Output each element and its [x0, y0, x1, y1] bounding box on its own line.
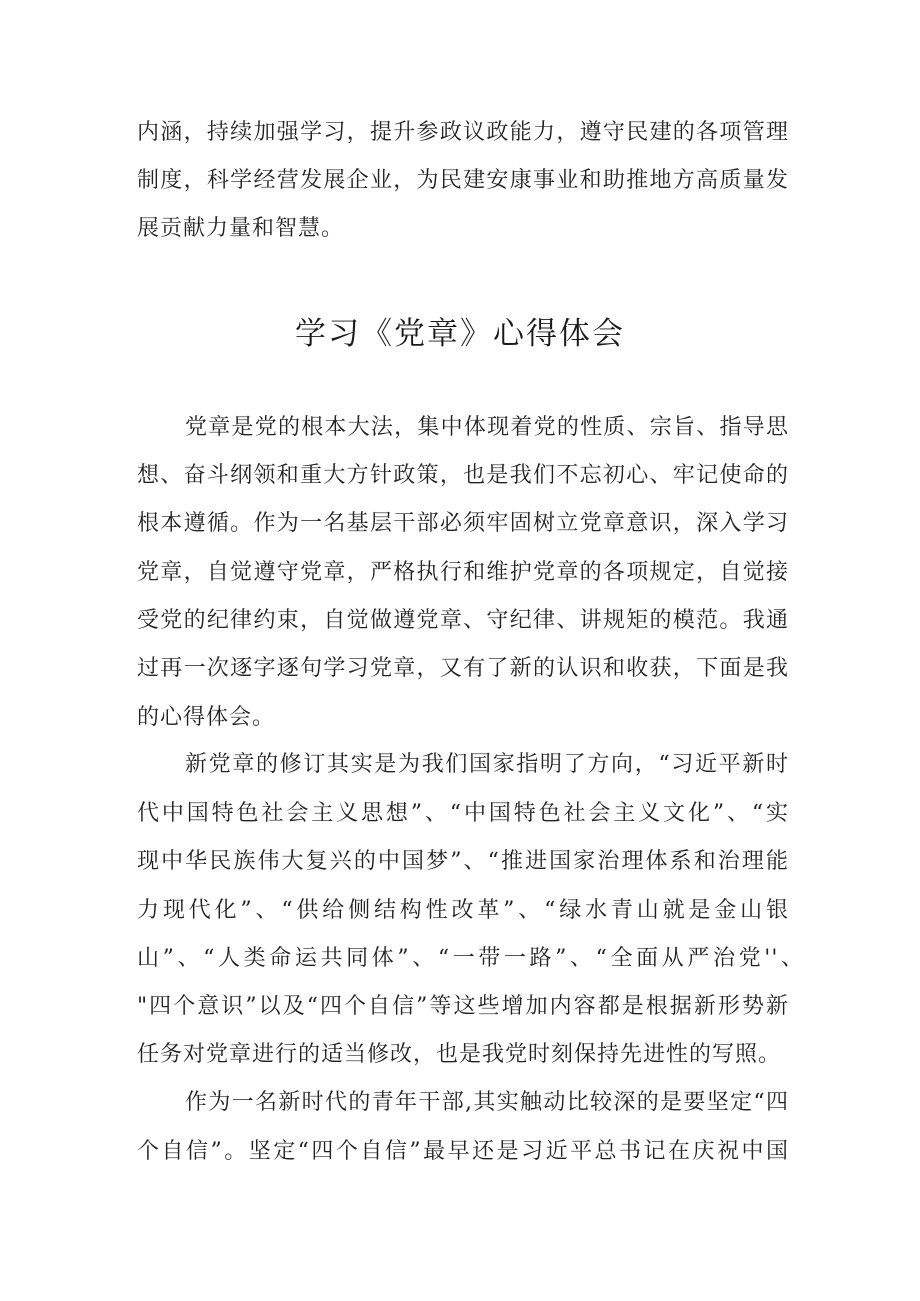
document-title: 学习《党章》心得体会: [295, 316, 625, 352]
paragraph-1-line-1: 党章是党的根本大法，集中体现着党的性质、宗旨、指导思: [185, 415, 789, 440]
paragraph-1-line-3: 根本遵循。作为一名基层干部必须牢固树立党章意识，深入学习: [137, 511, 789, 536]
paragraph-3-line-1: 作为一名新时代的青年干部,其实触动比较深的是要坚定“四: [185, 1090, 789, 1115]
paragraph-2-line-4: 力现代化”、“供给侧结构性改革”、“绿水青山就是金山银: [137, 898, 789, 923]
paragraph-2-line-6: "四个意识”以及“四个自信”等这些增加内容都是根据新形势新: [137, 994, 789, 1019]
paragraph-2-line-2: 代中国特色社会主义思想”、“中国特色社会主义文化”、“实: [137, 801, 789, 826]
paragraph-1-line-7: 的心得体会。: [137, 705, 276, 730]
paragraph-1-line-5: 受党的纪律约束，自觉做遵党章、守纪律、讲规矩的模范。我通: [137, 608, 789, 633]
paragraph-3-line-2: 个自信”。坚定“四个自信”最早还是习近平总书记在庆祝中国: [137, 1139, 789, 1164]
paragraph-1-line-2: 想、奋斗纲领和重大方针政策，也是我们不忘初心、牢记使命的: [137, 463, 789, 488]
paragraph-1-line-6: 过再一次逐字逐句学习党章，又有了新的认识和收获，下面是我: [137, 656, 789, 681]
paragraph-2-line-7: 任务对党章进行的适当修改，也是我党时刻保持先进性的写照。: [137, 1042, 782, 1067]
intro-line-1: 内涵，持续加强学习，提升参政议政能力，遵守民建的各项管理: [137, 120, 789, 145]
intro-line-3: 展贡献力量和智慧。: [137, 216, 345, 241]
paragraph-2-line-3: 现中华民族伟大复兴的中国梦”、“推进国家治理体系和治理能: [137, 849, 789, 874]
intro-line-2: 制度，科学经营发展企业，为民建安康事业和助推地方高质量发: [137, 168, 789, 193]
paragraph-1-line-4: 党章，自觉遵守党章，严格执行和维护党章的各项规定，自觉接: [137, 560, 789, 585]
paragraph-2-line-1: 新党章的修订其实是为我们国家指明了方向，“习近平新时: [185, 752, 789, 777]
paragraph-2-line-5: 山”、“人类命运共同体”、“一带一路”、“全面从严治党''、: [137, 946, 804, 971]
